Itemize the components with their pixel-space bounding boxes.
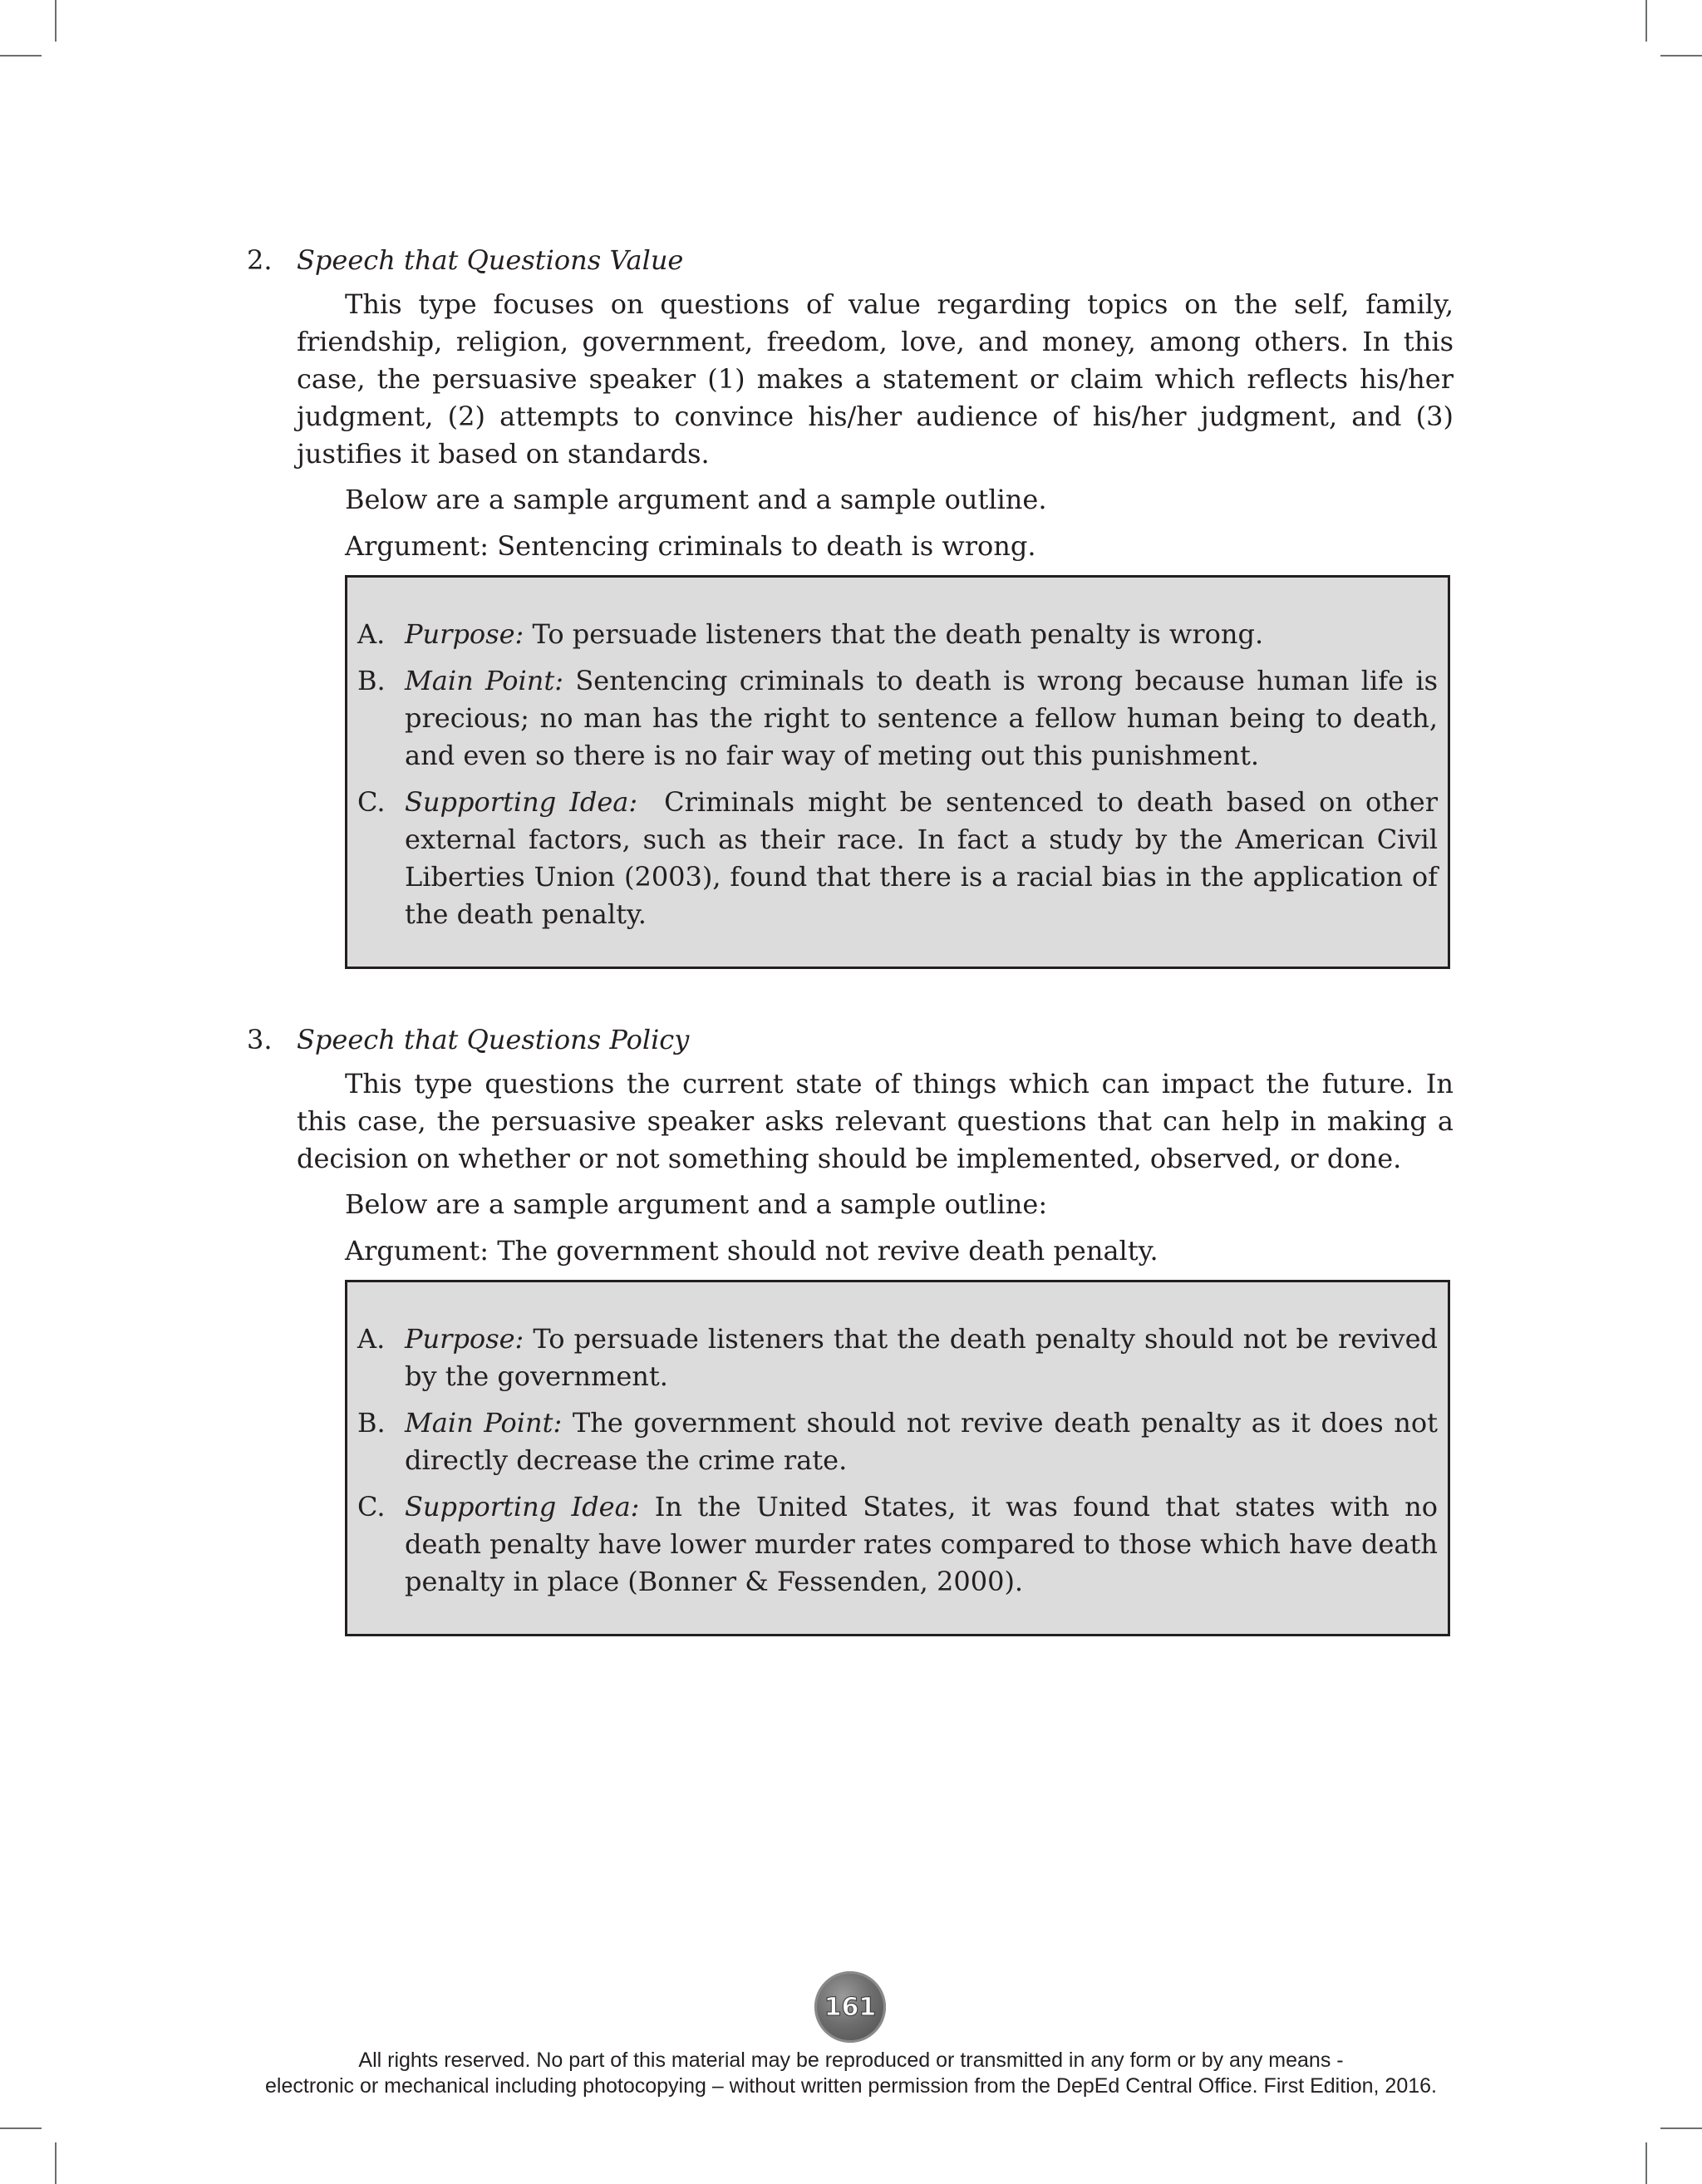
section-heading xyxy=(247,1021,1454,1059)
outline-text xyxy=(405,662,1438,775)
section-body xyxy=(297,1065,1454,1178)
outline-box xyxy=(345,575,1450,969)
outline-text xyxy=(405,1321,1438,1395)
outline-body: To persuade listeners that the death penalty should not be revived by the government. xyxy=(405,1323,1438,1392)
crop-mark-top-right-v xyxy=(1645,0,1647,42)
outline-item-supporting-idea xyxy=(357,1488,1438,1601)
section-question-value xyxy=(247,241,1454,969)
outline-text xyxy=(405,784,1447,933)
page-content xyxy=(247,241,1454,1636)
crop-mark-bottom-left-v xyxy=(55,2142,57,2184)
outline-body: To persuade listeners that the death penalty is wrong. xyxy=(524,618,1264,650)
section-title: Speech that Questions Policy xyxy=(297,1024,690,1055)
sample-argument: Argument: Sentencing criminals to death is wrong. xyxy=(345,530,1036,562)
section-number: 2. xyxy=(247,244,273,276)
outline-body: In the United States, it was found that states with no death penalty have lower murder rates compared to those which have death penalty in place (Bonner & Fessenden, 2000). xyxy=(405,1491,1439,1597)
outline-item-purpose xyxy=(357,1321,1438,1395)
sample-intro: Below are a sample argument and a sample outline: xyxy=(345,1188,1048,1220)
sample-intro: Below are a sample argument and a sample outline. xyxy=(345,484,1047,515)
section-question-policy xyxy=(247,1021,1454,1636)
outline-text xyxy=(405,1488,1438,1601)
crop-mark-top-left-v xyxy=(55,0,57,42)
outline-body: Sentencing criminals to death is wrong because human life is precious; no man has the right to sentence a fellow human being to death, and even so there is no fair way of meting out this punishment. xyxy=(405,665,1439,771)
crop-mark-top-right-h xyxy=(1660,55,1702,57)
outline-item-main-point xyxy=(357,662,1438,775)
footer-line-2: electronic or mechanical including photocopying – without written permission from the DepEd Central Office. First Edition, 2016. xyxy=(265,2074,1437,2098)
outline-label: Main Point: xyxy=(405,1407,563,1439)
crop-mark-bottom-right-v xyxy=(1645,2142,1647,2184)
outline-label: Supporting Idea: xyxy=(405,1491,640,1522)
section-paragraph: This type focuses on questions of value regarding topics on the self, family, friendship, religion, government, freedom, love, and money, among others. In this case, the persuasive speaker (1) makes a statement or claim which reflects his/her judgment, (2) attempts to convince his/her audience of his/her judgment, and (3) justifies it based on standards. xyxy=(297,288,1454,470)
footer-line-1: All rights reserved. No part of this material may be reproduced or transmitted in any form or by any means - xyxy=(358,2049,1344,2072)
outline-text xyxy=(405,616,1438,653)
outline-item-purpose xyxy=(357,616,1438,653)
crop-mark-top-left-h xyxy=(0,55,42,57)
crop-mark-bottom-left-h xyxy=(0,2127,42,2129)
copyright-footer xyxy=(0,2048,1702,2099)
outline-letter: B. xyxy=(357,665,386,696)
section-body xyxy=(297,286,1454,473)
outline-label: Purpose: xyxy=(405,618,524,650)
outline-letter: A. xyxy=(357,1323,386,1355)
section-heading xyxy=(247,241,1454,279)
outline-text xyxy=(405,1404,1438,1479)
outline-label: Purpose: xyxy=(405,1323,524,1355)
outline-letter: B. xyxy=(357,1407,386,1439)
crop-mark-bottom-right-h xyxy=(1660,2127,1702,2129)
section-title: Speech that Questions Value xyxy=(297,244,684,276)
outline-body: Criminals might be sentenced to death based on other external factors, such as their race. In fact a study by the American Civil Liberties Union (2003), found that there is a racial bias in the application of the death penalty. xyxy=(405,786,1447,930)
outline-body: The government should not revive death penalty as it does not directly decrease the crime rate. xyxy=(405,1407,1439,1476)
page-number: 161 xyxy=(824,1992,877,2022)
outline-letter: C. xyxy=(357,786,386,818)
outline-item-main-point xyxy=(357,1404,1438,1479)
outline-label: Main Point: xyxy=(405,665,563,696)
page-number-badge xyxy=(814,1971,886,2043)
section-paragraph: This type questions the current state of things which can impact the future. In this case, the persuasive speaker asks relevant questions that can help in making a decision on whether or not something should be implemented, observed, or done. xyxy=(297,1068,1454,1174)
outline-letter: C. xyxy=(357,1491,386,1522)
outline-label: Supporting Idea: xyxy=(405,786,638,818)
outline-letter: A. xyxy=(357,618,386,650)
sample-argument: Argument: The government should not revive death penalty. xyxy=(345,1235,1158,1267)
section-number: 3. xyxy=(247,1024,273,1055)
outline-box xyxy=(345,1280,1450,1636)
outline-item-supporting-idea xyxy=(357,784,1447,933)
